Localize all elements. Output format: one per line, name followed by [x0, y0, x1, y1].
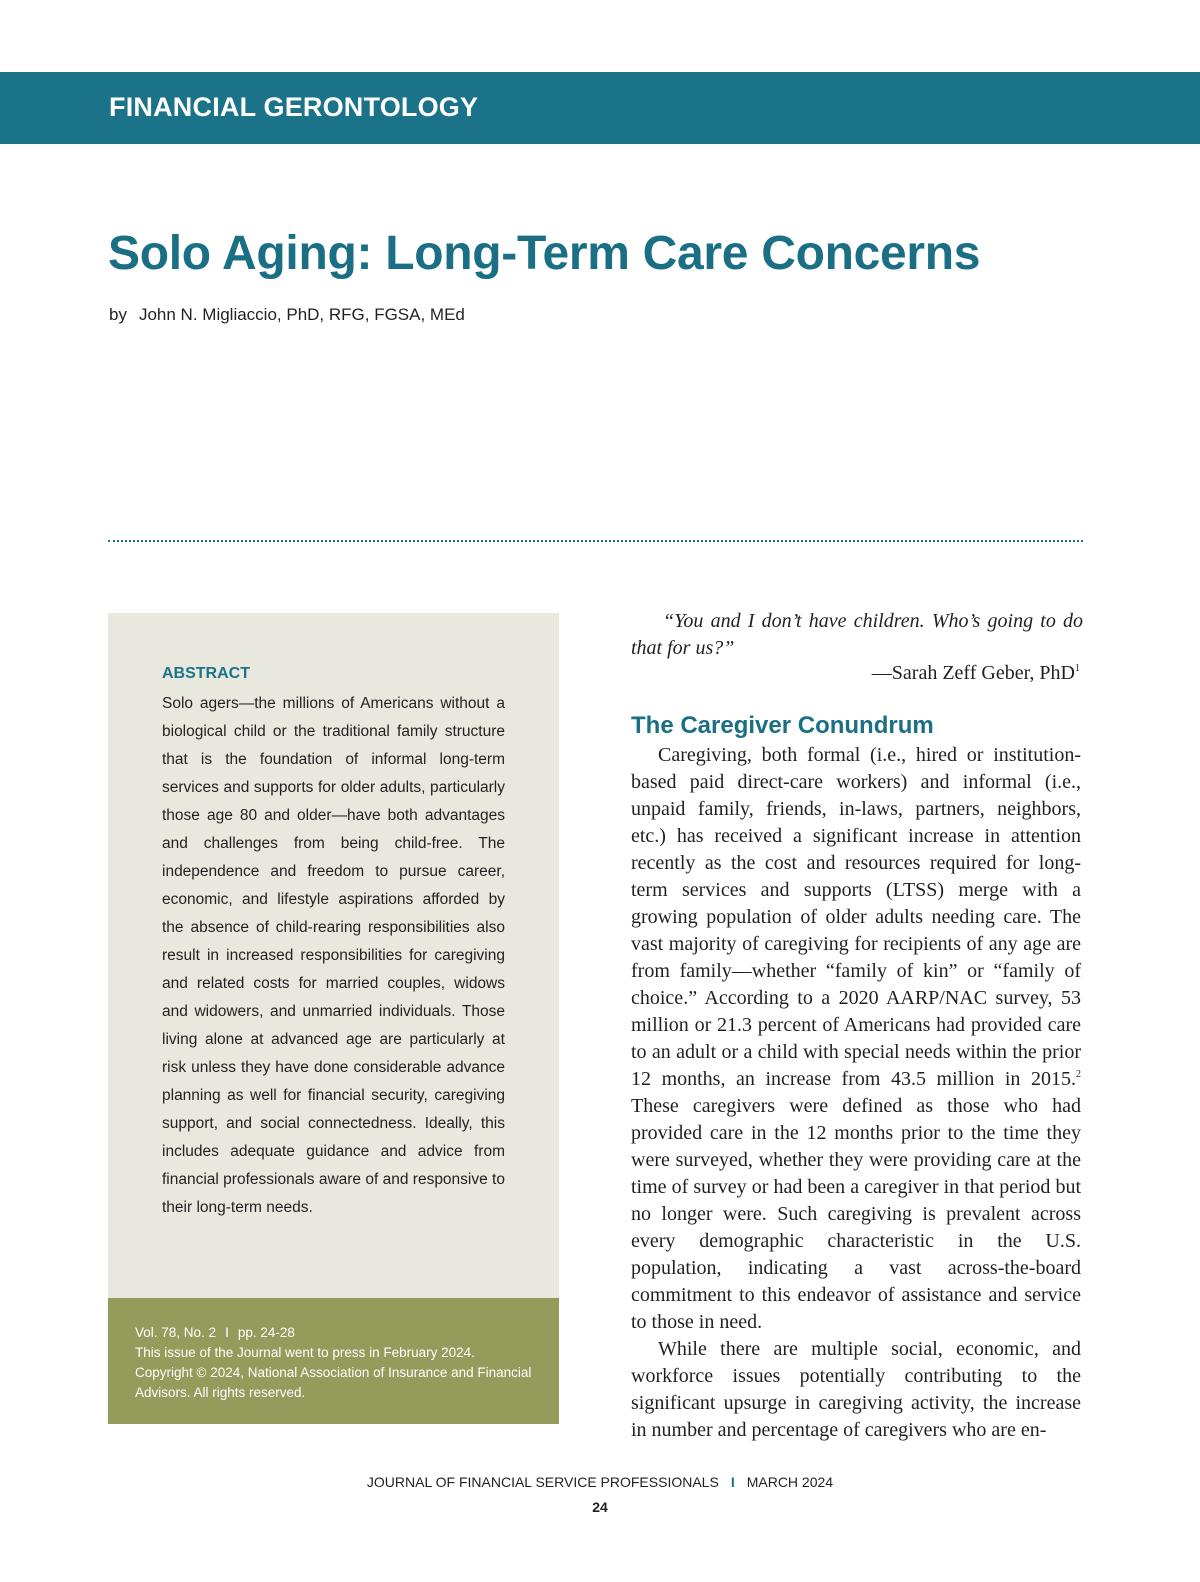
attribution-text: —Sarah Zeff Geber, PhD	[871, 662, 1075, 684]
footnote-ref-1: 1	[1075, 663, 1080, 674]
paragraph-1-part-b: These caregivers were defined as those who had provided care in the 12 months prior to the time they were surveyed, whether they were providing care at the time of survey or had been a caregiver in that period but no longer were. Such caregiving is prevalent across every demographic characteristic in the U.S. population, indicating a vast across-the-board commitment to this endeavor of assistance and service to those in need.	[631, 1095, 1081, 1333]
publication-info-panel	[108, 1298, 559, 1424]
volume: Vol. 78, No. 2	[135, 1325, 217, 1340]
article-title: Solo Aging: Long-Term Care Concerns	[108, 227, 981, 280]
volume-line	[135, 1323, 535, 1343]
footnote-ref-2: 2	[1076, 1069, 1081, 1080]
journal-name: JOURNAL OF FINANCIAL SERVICE PROFESSIONALS	[366, 1474, 719, 1490]
epigraph-attribution	[631, 662, 1080, 685]
issue-date: MARCH 2024	[746, 1474, 834, 1490]
dotted-divider	[108, 540, 1083, 542]
abstract-text: Solo agers—the millions of Americans without a biological child or the traditional family structure that is the foundation of informal long-term services and supports for older adults, particularly those age 80 and older—have both advantages and challenges from being child-free. The independence and freedom to pursue career, economic, and lifestyle aspirations afforded by the absence of child-rearing responsibilities also result in increased responsibilities for caregiving and related costs for married couples, widows and widowers, and unmarried individuals. Those living alone at advanced age are particularly at risk unless they have done considerable advance planning as well for financial security, caregiving support, and social connectedness. Ideally, this includes adequate guidance and advice from financial professionals aware of and responsive to their long-term needs.	[162, 695, 505, 1216]
pages: pp. 24-28	[237, 1325, 295, 1340]
epigraph	[631, 608, 1083, 662]
copyright: Copyright © 2024, National Association of Insurance and Financial Advisors. All rights reserved.	[135, 1365, 532, 1400]
abstract-heading: ABSTRACT	[162, 665, 250, 682]
paragraph-2: While there are multiple social, economic, and workforce issues potentially contributing to the significant upsurge in caregiving activity, the increase in number and percentage of caregivers who are en-	[631, 1338, 1081, 1441]
page-footer	[0, 1474, 1200, 1490]
byline-prefix: by	[109, 305, 127, 324]
section-body	[631, 742, 1081, 1444]
press-note: This issue of the Journal went to press in February 2024.	[135, 1345, 475, 1360]
paragraph-1-part-a: Caregiving, both formal (i.e., hired or institution-based paid direct-care workers) and informal (i.e., unpaid family, friends, in-laws, partners, neighbors, etc.) has received a significant increase in attention recently as the cost and resources required for long-term services and supports (LTSS) merge with a growing population of older adults needing care. The vast majority of caregiving for recipients of any age are from family—whether “family of kin” or “family of choice.” According to a 2020 AARP/NAC survey, 53 million or 21.3 percent of Americans had provided care to an adult or a child with special needs within the prior 12 months, an increase from 43.5 million in 2015.	[631, 744, 1081, 1090]
publication-info	[135, 1323, 535, 1403]
volume-separator: I	[225, 1325, 229, 1340]
footer-separator: I	[730, 1474, 735, 1490]
section-label: FINANCIAL GERONTOLOGY	[109, 92, 479, 122]
abstract-panel	[108, 613, 559, 1298]
section-banner	[0, 72, 1200, 144]
byline	[109, 305, 465, 325]
epigraph-quote: “You and I don’t have children. Who’s going to do that for us?”	[631, 610, 1083, 659]
paragraph-1	[631, 742, 1081, 1336]
author-name: John N. Migliaccio, PhD, RFG, FGSA, MEd	[138, 305, 465, 324]
section-heading: The Caregiver Conundrum	[631, 712, 934, 739]
page-number: 24	[592, 1499, 608, 1515]
